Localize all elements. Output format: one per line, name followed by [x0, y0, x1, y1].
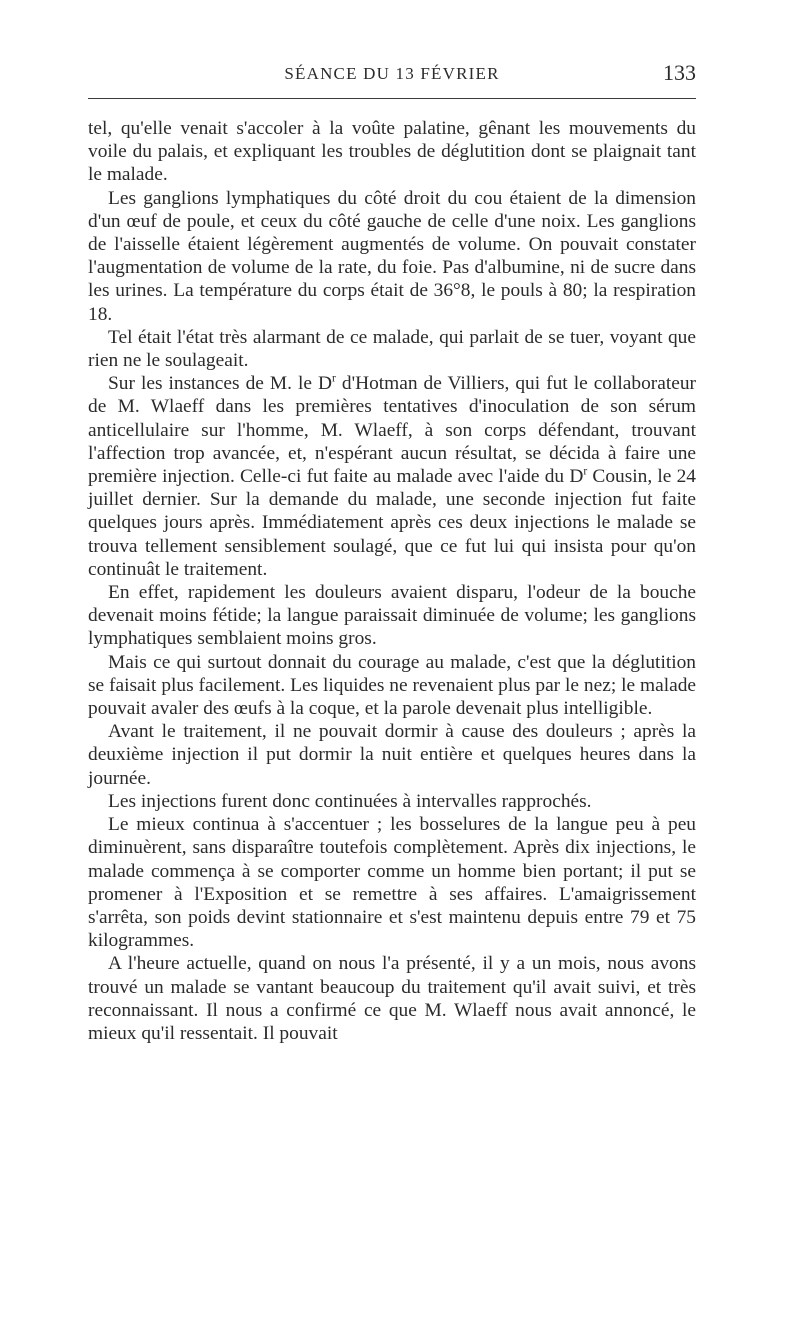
paragraph-10: A l'heure actuelle, quand on nous l'a présenté, il y a un mois, nous avons trouvé un malade se vantant beaucoup du traitement qu'il avait suivi, et très reconnaissant. Il nous a confirmé ce que M. Wlaeff nous avait annoncé, le mieux qu'il ressentait. Il pouvait — [88, 953, 696, 1044]
book-page — [88, 60, 696, 1045]
paragraph-5: En effet, rapidement les douleurs avaient disparu, l'odeur de la bouche devenait moins fétide; la langue paraissait diminuée de volume; les ganglions lymphatiques semblaient moins gros. — [88, 582, 696, 650]
paragraph-9: Le mieux continua à s'accentuer ; les bosselures de la langue peu à peu diminuèrent, sans disparaître toutefois complètement. Après dix injections, le malade commença à se comporter comme un homme bien portant; il put se promener à l'Exposition et se remettre à ses affaires. L'amaigrissement s'arrêta, son poids devint stationnaire et s'est maintenu depuis entre 79 et 75 kilogrammes. — [88, 814, 696, 952]
paragraph-4-part-b: d'Hotman de Villiers, qui fut le collaborateur de M. Wlaeff dans les premières tentatives d'inoculation de son sérum anticellulaire sur l'homme, M. Wlaeff, à son corps défendant, trouvant l'affection trop avancée, et, n'espérant aucun résultat, se décida à faire une première injection. Celle-ci fut faite au malade avec l'aide du D — [88, 373, 696, 488]
paragraph-8: Les injections furent donc continuées à intervalles rapprochés. — [108, 790, 592, 812]
paragraph-4 — [88, 372, 696, 581]
page-number: 133 — [663, 60, 696, 85]
paragraph-4-part-c: Cousin, le 24 juillet dernier. Sur la demande du malade, une seconde injection fut faite quelques jours après. Immédiatement après ces deux injections le malade se trouva tellement sensiblement soulagé, que ce fut lui qui insista pour qu'on continuât le traitement. — [88, 466, 696, 580]
paragraph-7: Avant le traitement, il ne pouvait dormir à cause des douleurs ; après la deuxième injection il put dormir la nuit entière et quelques heures dans la journée. — [88, 721, 696, 789]
doctor-abbrev-sup-1: r — [332, 371, 336, 385]
doctor-abbrev-sup-2: r — [583, 464, 588, 478]
body-text — [88, 117, 696, 1045]
paragraph-3: Tel était l'état très alarmant de ce malade, qui parlait de se tuer, voyant que rien ne le soulageait. — [88, 326, 696, 372]
running-title: SÉANCE DU 13 FÉVRIER — [284, 64, 500, 83]
paragraph-1: tel, qu'elle venait s'accoler à la voûte palatine, gênant les mouvements du voile du palais, et expliquant les troubles de déglutition dont se plaignait tant le malade. — [88, 118, 696, 186]
paragraph-4-part-a: Sur les instances de M. le D — [108, 373, 332, 395]
paragraph-6: Mais ce qui surtout donnait du courage au malade, c'est que la déglutition se faisait plus facilement. Les liquides ne revenaient plus par le nez; le malade pouvait avaler des œufs à la coque, et la parole devenait plus intelligible. — [88, 651, 696, 720]
paragraph-2: Les ganglions lymphatiques du côté droit du cou étaient de la dimension d'un œuf de poule, et ceux du côté gauche de celle d'une noix. Les ganglions de l'aisselle étaient légèrement augmentés de volume. On pouvait constater l'augmentation de volume de la rate, du foie. Pas d'albumine, ni de sucre dans les urines. La température du corps était de 36°8, le pouls à 80; la respiration 18. — [88, 187, 696, 325]
header-rule — [88, 98, 696, 99]
page-header — [88, 60, 696, 92]
